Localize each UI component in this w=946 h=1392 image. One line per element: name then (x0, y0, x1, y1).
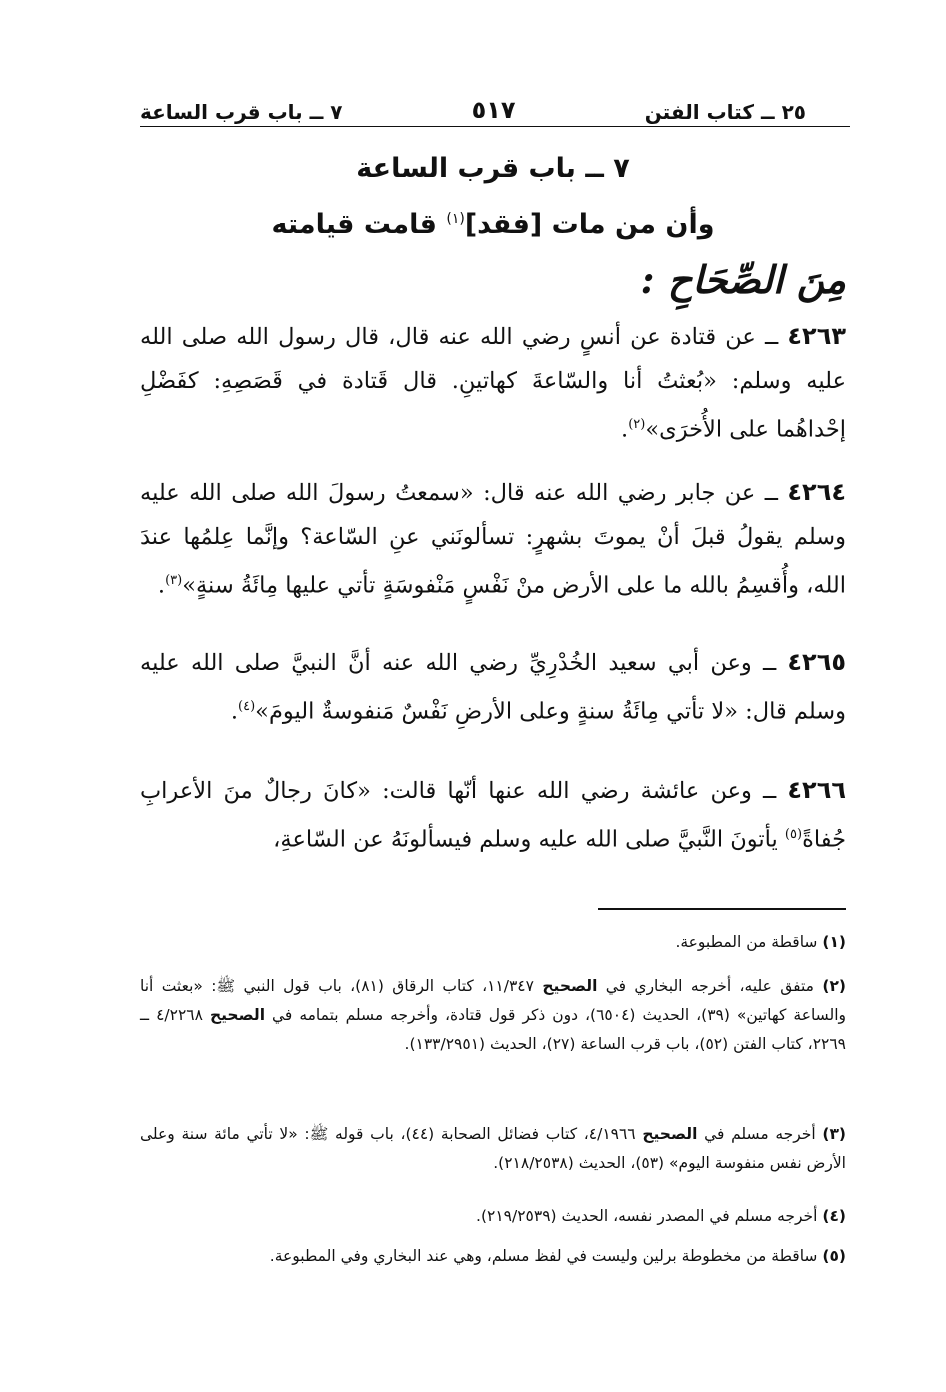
hadith-4265 (140, 640, 846, 734)
footnote-ref: (٢) (628, 417, 646, 432)
footnote-number: (١) (822, 933, 846, 951)
footnote-bold: الصحيح (209, 1006, 266, 1024)
footnote-number: (٥) (822, 1247, 846, 1265)
footnote-number: (٣) (822, 1125, 846, 1143)
footnote-ref: (٤) (238, 699, 256, 714)
hadith-4263 (140, 314, 846, 452)
footnote-text: ساقطة من مخطوطة برلين وليست في لفظ مسلم، وهي عند البخاري وفي المطبوعة. (269, 1247, 823, 1265)
running-header (140, 84, 806, 124)
footnote-text: ٤/١٩٦٦، كتاب فضائل الصحابة (٤٤)، باب قوله ﷺ: «لا تأتي مائة سنة وعلى الأرض نفس منفوسة اليوم» (٥٣)، الحديث (٢١٨/٢٥٣٨). (140, 1125, 846, 1172)
footnote-ref: (٥) (784, 827, 803, 842)
section-heading: مِنَ الصِّحَاحِ : (640, 257, 846, 302)
hadith-end-mark: . (621, 416, 629, 443)
hadith-text: ــ وعن أبي سعيد الخُدْرِيِّ رضي الله عنه أنَّ النبيَّ صلى الله عليه وسلم قال: «لا تأتي مِائَةُ سنةٍ وعلى الأرضِ نَفْسٌ مَنفوسةٌ اليومَ» (140, 650, 846, 725)
footnote-2 (140, 972, 846, 1059)
footnote-1 (140, 928, 846, 957)
hadith-text-cont: يأتونَ النَّبيَّ صلى الله عليه وسلم فيسألونَهُ عن السّاعةِ، (273, 826, 785, 853)
hadith-4266 (140, 768, 846, 862)
footnote-number: (٢) (822, 977, 846, 995)
footnote-number: (٤) (822, 1207, 846, 1225)
footnote-5 (140, 1242, 846, 1271)
header-book-title: ٢٥ ــ كتاب الفتن (644, 100, 806, 124)
footnote-text: متفق عليه، أخرجه البخاري في (597, 977, 823, 995)
hadith-end-mark: . (230, 698, 239, 725)
footnote-text: أخرجه مسلم في (697, 1125, 823, 1143)
footnote-3 (140, 1120, 846, 1178)
footnote-4 (140, 1202, 846, 1231)
hadith-4264 (140, 470, 846, 608)
footnote-text: ٤/٢٢٦٨ ــ ٢٢٦٩، كتاب الفتن (٥٢)، باب قرب الساعة (٢٧)، الحديث (١٣٣/٢٩٥١). (140, 1006, 846, 1053)
hadith-text: ــ عن قتادة عن أنسٍ رضي الله عنه قال، قال رسول الله صلى الله عليه وسلم: «بُعثتُ أنا والسّاعةَ كهاتينِ. قال قَتادة في قَصَصِهِ: كفَضْلِ إحْداهُما على الأُخرَى» (140, 324, 846, 443)
footnote-bold: الصحيح (542, 977, 598, 995)
footnote-separator (598, 908, 846, 910)
chapter-title-part-a: وأن من مات [فقد] (464, 209, 715, 240)
hadith-number: ٤٢٦٣ (787, 322, 846, 350)
header-chapter-title: ٧ ــ باب قرب الساعة (140, 100, 343, 124)
hadith-text: ــ وعن عائشة رضي الله عنها أنّها قالت: «كانَ رجالٌ منَ الأعرابِ جُفاةً (140, 778, 846, 853)
header-rule (140, 126, 850, 127)
footnote-ref: (٣) (165, 573, 183, 588)
hadith-number: ٤٢٦٥ (787, 648, 846, 676)
hadith-end-mark: . (157, 572, 166, 599)
chapter-title-line-1: ٧ ــ باب قرب الساعة (356, 153, 630, 184)
page-number: ٥١٧ (471, 96, 516, 124)
footnote-ref: (١) (446, 211, 465, 227)
footnote-text: ساقطة من المطبوعة. (675, 933, 823, 951)
chapter-title-line-2 (140, 194, 846, 250)
hadith-text: ــ عن جابر رضي الله عنه قال: «سمعتُ رسولَ الله صلى الله عليه وسلم يقولُ قبلَ أنْ يموتَ بشهرٍ: تسألونَني عنِ السّاعة؟ وإنَّما عِلمُها عندَ الله، وأُقسِمُ بالله ما على الأرض منْ نَفْسٍ مَنْفوسَةٍ تأتي عليها مِائَةُ سنةٍ» (140, 480, 846, 599)
footnote-text: أخرجه مسلم في المصدر نفسه، الحديث (٢١٩/٢٥٣٩). (476, 1207, 823, 1225)
footnote-bold: الصحيح (642, 1125, 698, 1143)
chapter-title-part-b: قامت قيامته (271, 209, 447, 240)
hadith-number: ٤٢٦٦ (787, 776, 846, 804)
chapter-title (140, 144, 846, 250)
footnote-text: ١١/٣٤٧، كتاب الرقاق (٨١)، باب قول النبي ﷺ: «بعثت أنا والساعة كهاتين» (٣٩)، الحديث (٦٥٠٤)، دون ذكر قول قتادة، وأخرجه مسلم بتمامه في (140, 977, 847, 1024)
hadith-number: ٤٢٦٤ (787, 478, 846, 506)
